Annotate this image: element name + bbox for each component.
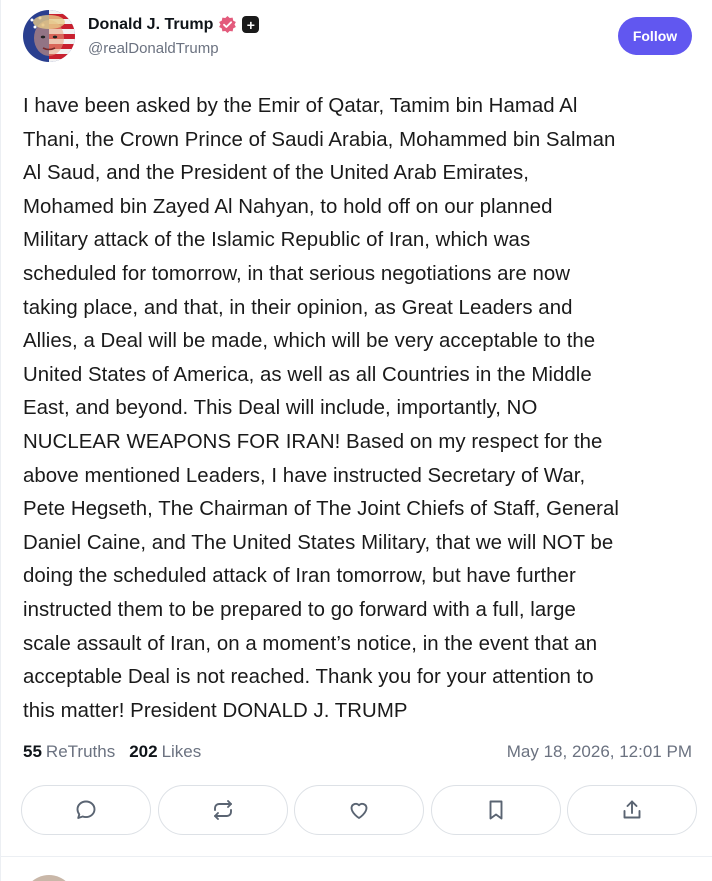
post-text-line: Pete Hegseth, The Chairman of The Joint Chiefs of Staff, General [23,498,619,521]
retruths-label: ReTruths [45,742,116,761]
post-stats [23,740,692,764]
post-text-line: scale assault of Iran, on a moment’s notice, in the event that an [23,632,598,655]
avatar-image [23,10,75,62]
reply-button[interactable] [21,785,151,835]
retruth-button[interactable] [158,785,288,835]
name-row [88,15,259,34]
share-icon [620,798,644,822]
post-header [23,10,692,62]
verified-badge-icon [218,15,237,34]
next-post-avatar [23,875,75,881]
post-text-line: United States of America, as well as all Countries in the Middle [23,363,592,386]
display-name[interactable]: Donald J. Trump [88,15,214,33]
comment-icon [74,798,98,822]
next-post-preview [0,857,712,881]
action-bar [21,785,697,835]
likes-stat[interactable] [129,742,201,762]
likes-label: Likes [161,742,202,761]
post-text-line: above mentioned Leaders, I have instructed Secretary of War, [23,464,586,487]
post-text [23,90,697,728]
post-timestamp[interactable]: May 18, 2026, 12:01 PM [506,742,692,761]
post-text-line: East, and beyond. This Deal will include, importantly, NO [23,397,538,420]
avatar[interactable] [23,10,75,62]
post-text-line: NUCLEAR WEAPONS FOR IRAN! Based on my respect for the [23,430,603,453]
repost-icon [211,798,235,822]
bookmark-icon [484,798,508,822]
likes-count: 202 [129,742,158,761]
post-text-line: acceptable Deal is not reached. Thank you for your attention to [23,666,594,689]
post-text-line: this matter! President DONALD J. TRUMP [23,699,408,722]
post-text-line: Allies, a Deal will be made, which will be very acceptable to the [23,330,596,353]
retruths-count: 55 [23,742,42,761]
like-button[interactable] [294,785,424,835]
follow-button[interactable]: Follow [618,17,692,55]
post-text-line: I have been asked by the Emir of Qatar, Tamim bin Hamad Al [23,95,578,117]
bookmark-button[interactable] [431,785,561,835]
post-text-line: instructed them to be prepared to go forward with a full, large [23,598,576,621]
post-text-line: Thani, the Crown Prince of Saudi Arabia, Mohammed bin Salman [23,128,616,151]
plus-badge-icon: + [242,16,259,33]
post-text-line: Mohamed bin Zayed Al Nahyan, to hold off on our planned [23,195,553,218]
post-text-line: taking place, and that, in their opinion, as Great Leaders and [23,296,573,319]
post-text-line: Al Saud, and the President of the United Arab Emirates, [23,162,530,185]
share-button[interactable] [567,785,697,835]
post-text-line: Daniel Caine, and The United States Military, that we will NOT be [23,531,614,554]
heart-icon [347,798,371,822]
post-text-line: doing the scheduled attack of Iran tomorrow, but have further [23,565,576,588]
post-text-line: Military attack of the Islamic Republic of Iran, which was [23,229,531,252]
user-handle[interactable]: @realDonaldTrump [88,40,219,57]
post-text-line: scheduled for tomorrow, in that serious negotiations are now [23,262,571,285]
retruths-stat[interactable] [23,742,115,762]
